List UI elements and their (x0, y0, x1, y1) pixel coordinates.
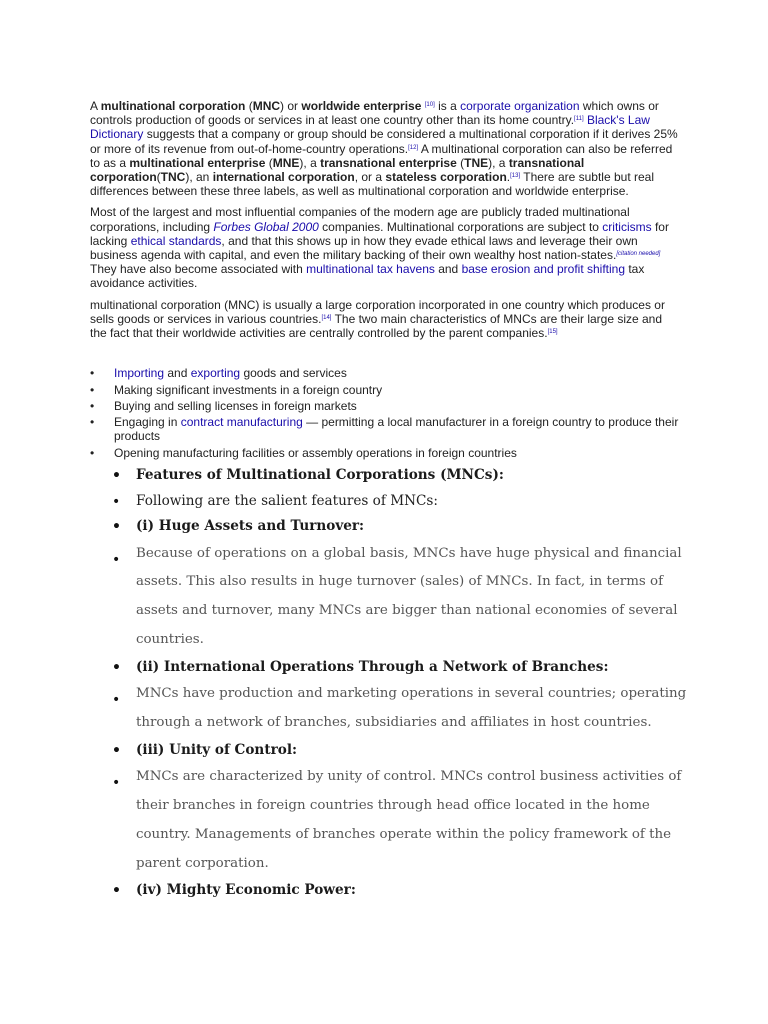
term-mnc: multinational corporation (100, 99, 246, 113)
feature-heading-international-operations: • (ii) International Operations Through a Network of Branches: (112, 655, 692, 679)
text: Buying and selling licenses in foreign markets (114, 399, 357, 414)
features-heading: • Features of Multinational Corporations (MNCs): (112, 463, 692, 487)
citation-needed[interactable]: [citation needed] (616, 251, 661, 258)
term-tne: transnational enterprise (320, 155, 457, 170)
text: , or a (354, 170, 386, 185)
term-stateless-corporation: stateless corporation (385, 170, 507, 185)
text: and (164, 366, 191, 381)
features-intro: • Following are the salient features of MNCs: (112, 489, 692, 513)
text: The two main characteristics of MNCs are their large size and the fact that their worldwide activities are centrally controlled by the parent companies. (90, 311, 663, 341)
features-section (112, 463, 692, 904)
text: ) or (280, 99, 302, 113)
link-ethical-standards[interactable]: ethical standards (130, 233, 222, 248)
text: goods and services (240, 366, 347, 381)
link-forbes-global-2000[interactable]: Forbes Global 2000 (213, 219, 319, 234)
activities-list (90, 366, 680, 460)
text: ( (156, 170, 161, 185)
text: . (506, 170, 511, 185)
link-multinational-tax-havens[interactable]: multinational tax havens (306, 262, 435, 277)
list-item (90, 383, 680, 397)
text: — permitting a local manufacturer in a foreign country to produce their products (114, 415, 679, 444)
link-exporting[interactable]: exporting (190, 366, 241, 381)
text: Engaging in (114, 415, 181, 430)
text: which owns or controls production of goods or services in at least one country other than its home country. (90, 99, 659, 128)
text: ( (456, 155, 465, 170)
text: Most of the largest and most influential companies of the modern age are publicly traded multinational corporations, including (90, 205, 630, 234)
term-mne: multinational enterprise (129, 155, 266, 170)
text: , and that this shows up in how they evade ethical laws and leverage their own business agenda with capital, and even the military backing of their own wealthy host nation-states. (90, 233, 638, 263)
term-worldwide-enterprise: worldwide enterprise (301, 99, 422, 113)
feature-heading-huge-assets: • (i) Huge Assets and Turnover: (112, 514, 692, 538)
link-corporate-organization[interactable]: corporate organization (460, 99, 580, 113)
text: ( (265, 155, 273, 170)
citation-12[interactable]: [12] (408, 144, 419, 151)
term-tnc: transnational corporation (90, 155, 585, 185)
text: and (434, 262, 462, 277)
text: Making significant investments in a foreign country (114, 382, 383, 397)
text: ), a (488, 155, 509, 170)
citation-13[interactable]: [13] (510, 173, 521, 180)
feature-text-unity-of-control: • MNCs are characterized by unity of control. MNCs control business activities of their branches in foreign countries through head office located in the home country. Managements of branches operate within the policy framework of the parent corporation. (112, 763, 692, 878)
text: tax avoidance activities. (90, 262, 645, 291)
citation-15[interactable]: [15] (547, 329, 558, 336)
list-item (90, 399, 680, 413)
feature-text-international-operations: • MNCs have production and marketing operations in several countries; operating through a network of branches, subsidiaries and affiliates in host countries. (112, 680, 692, 738)
text: multinational corporation (MNC) is usually a large corporation incorporated in one country which produces or sells goods or services in various countries. (90, 297, 665, 326)
text: There are subtle but real differences between these three labels, as well as multinational corporation and worldwide enterprise. (90, 170, 654, 199)
term-abbr: MNE (272, 155, 300, 170)
citation-11[interactable]: [11] (574, 116, 584, 123)
feature-heading-unity-of-control: • (iii) Unity of Control: (112, 738, 692, 762)
link-importing[interactable]: Importing (114, 366, 165, 381)
link-base-erosion[interactable]: base erosion and profit shifting (461, 262, 626, 277)
link-contract-manufacturing[interactable]: contract manufacturing (180, 415, 303, 430)
wikipedia-excerpt (90, 99, 680, 462)
intro-paragraph (90, 99, 680, 198)
list-item (90, 415, 680, 443)
link-criticisms[interactable]: criticisms (602, 219, 652, 234)
term-international-corporation: international corporation (212, 170, 355, 185)
link-blacks-law-dictionary[interactable]: Black's Law Dictionary (90, 113, 650, 142)
citation-14[interactable]: [14] (321, 314, 332, 321)
text: A (90, 99, 101, 113)
feature-heading-economic-power: • (iv) Mighty Economic Power: (112, 878, 692, 902)
term-abbr: TNC (160, 170, 186, 185)
features-list (112, 463, 692, 902)
citation-10[interactable]: [10] (424, 102, 435, 108)
list-item (90, 366, 680, 380)
text: companies. Multinational corporations are subject to (318, 219, 603, 234)
text: suggests that a company or group should be considered a multinational corporation if it derives 25% or more of its revenue from out-of-home-country operations. (90, 127, 678, 156)
list-item (90, 446, 680, 460)
text: ( (245, 99, 253, 113)
text: is a (434, 99, 461, 113)
text: A multinational corporation can also be referred to as a (90, 141, 673, 170)
feature-text-huge-assets: • Because of operations on a global basis, MNCs have huge physical and financial assets. This also results in huge turnover (sales) of MNCs. In fact, in terms of assets and turnover, many MNCs are bigger than national economies of several countries. (112, 540, 692, 655)
text: Opening manufacturing facilities or assembly operations in foreign countries (114, 445, 517, 460)
text: ), an (185, 170, 213, 185)
text: They have also become associated with (90, 262, 307, 277)
term-abbr: TNE (464, 155, 489, 170)
second-paragraph (90, 205, 680, 290)
text: for lacking (90, 219, 669, 248)
term-abbr: MNC (252, 99, 281, 113)
third-paragraph (90, 298, 680, 341)
text: ), a (299, 155, 321, 170)
